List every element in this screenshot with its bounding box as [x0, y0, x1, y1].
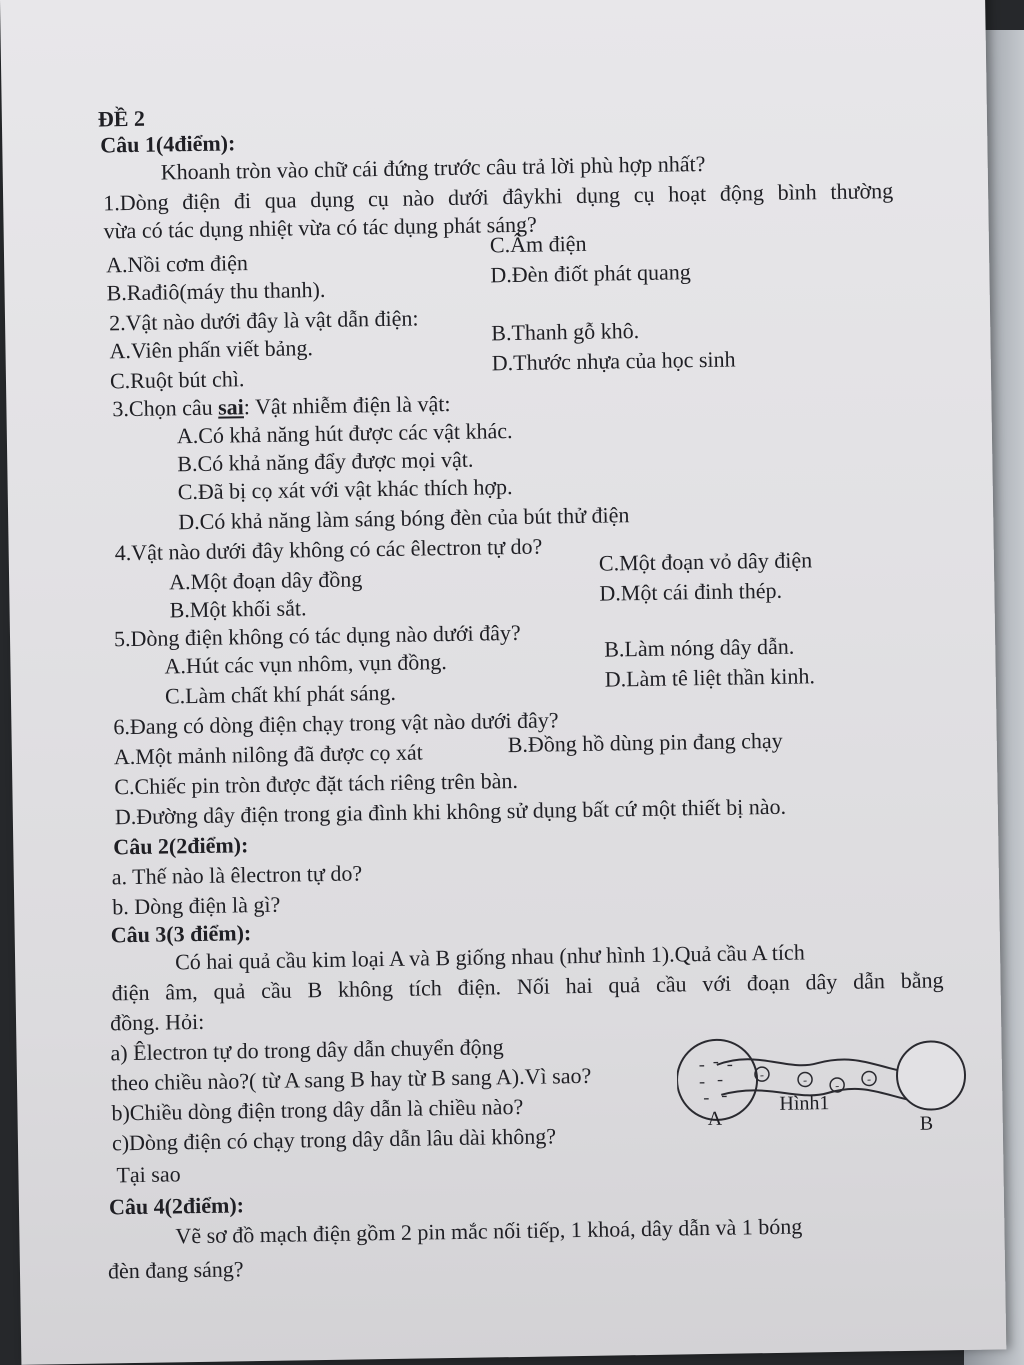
q1-3-option-b: B.Có khả năng đẩy được mọi vật. [177, 446, 474, 477]
sphere-a-label: A [707, 1107, 723, 1131]
electron-3-sign: - [835, 1078, 840, 1093]
q1-2-option-b: B.Thanh gỗ khô. [491, 318, 640, 346]
sphere-b-label: B [919, 1112, 934, 1135]
q1-1-option-b: B.Rađiô(máy thu thanh). [106, 276, 326, 306]
q3-part-b: b)Chiều dòng điện trong dây dẫn là chiều nào? [111, 1093, 524, 1126]
q3-para-line1: Có hai quả cầu kim loại A và B giống nhau (như hình 1).Quả cầu A tích [174, 939, 805, 975]
q1-1-option-d: D.Đèn điốt phát quang [490, 259, 691, 288]
q4-para-line1: Vẽ sơ đồ mạch điện gồm 2 pin mắc nối tiếp, 1 khoá, dây dẫn và 1 bóng [175, 1213, 803, 1249]
q3-part-c-line2: Tại sao [116, 1161, 181, 1188]
sphere-a-charge-2: - [712, 1050, 719, 1071]
q2-part-a: a. Thế nào là êlectron tự do? [111, 860, 363, 890]
q1-1-option-c: C.Âm điện [489, 230, 587, 258]
q1-3-option-d: D.Có khả năng làm sáng bóng đèn của bút thử điện [178, 502, 630, 535]
sphere-a-charge-7: - [721, 1084, 728, 1105]
q3-part-c-line1: c)Dòng điện có chạy trong dây dẫn lâu dài không? [111, 1123, 557, 1156]
electron-1-sign: - [759, 1067, 765, 1082]
q1-4-option-b: B.Một khối sắt. [169, 595, 307, 623]
sphere-a-charge-5: - [716, 1068, 724, 1089]
q1-3-stem-prefix: 3.Chọn câu [112, 394, 219, 422]
q1-1-stem-line1: 1.Dòng điện đi qua dụng cụ nào dưới đâykhi dụng cụ hoạt động bình thường [103, 177, 894, 216]
q1-4-option-c: C.Một đoạn vỏ dây điện [598, 547, 813, 576]
q1-2-stem: 2.Vật nào dưới đây là vật dẫn điện: [108, 305, 419, 336]
q1-6-stem: 6.Đang có dòng điện chạy trong vật nào dưới đây? [113, 707, 559, 740]
exam-title: ĐỀ 2 [97, 105, 146, 132]
figure-1-spheres [676, 1021, 978, 1136]
q3-part-a-line1: a) Êlectron tự do trong dây dẫn chuyển động [110, 1034, 504, 1066]
q1-4-stem: 4.Vật nào dưới đây không có các êlectron tự do? [114, 533, 543, 566]
sphere-a-charge-1: - [698, 1054, 705, 1075]
q1-3-stem [112, 391, 450, 422]
q2-part-b: b. Dòng điện là gì? [112, 891, 281, 920]
q1-4-option-d: D.Một cái đinh thép. [599, 577, 783, 606]
q3-part-a-line2: theo chiều nào?( từ A sang B hay từ B sang A).Vì sao? [110, 1062, 592, 1096]
q1-5-option-d: D.Làm tê liệt thần kinh. [604, 663, 816, 692]
q1-1-stem-line2: vừa có tác dụng nhiệt vừa có tác dụng phát sáng? [103, 211, 537, 244]
q4-heading: Câu 4(2điểm): [108, 1192, 245, 1220]
q1-1-option-a: A.Nồi cơm điện [105, 250, 249, 278]
q1-2-option-a: A.Viên phấn viết bảng. [109, 335, 314, 364]
q1-instruction: Khoanh tròn vào chữ cái đứng trước câu trả lời phù hợp nhất? [160, 150, 706, 185]
q1-4-option-a: A.Một đoạn dây đồng [168, 566, 363, 595]
electron-2-sign: - [802, 1072, 808, 1088]
figure-caption: Hình1 [779, 1092, 830, 1115]
sphere-a-charge-4: - [698, 1071, 706, 1092]
q1-3-stem-suffix: : Vật nhiễm điện là vật: [243, 390, 451, 420]
q1-5-option-b: B.Làm nóng dây dẫn. [604, 633, 795, 662]
q3-heading: Câu 3(3 điểm): [110, 920, 252, 948]
q1-6-option-d: D.Đường dây điện trong gia đình khi không sử dụng bất cứ một thiết bị nào. [114, 793, 787, 830]
sphere-b [896, 1041, 965, 1110]
q3-para-line2: điện âm, quả cầu B không tích điện. Nối hai quả cầu với đoạn dây dẫn bằng [111, 967, 944, 1006]
electron-4-sign: - [866, 1071, 872, 1087]
q4-para-line2: đèn đang sáng? [107, 1256, 244, 1284]
sphere-a-charge-6: - [703, 1086, 710, 1108]
q1-2-option-c: C.Ruột bút chì. [109, 366, 245, 394]
q3-para-line3: đồng. Hỏi: [109, 1008, 205, 1036]
sphere-a-charge-3: - [726, 1053, 733, 1074]
q2-heading: Câu 2(2điểm): [113, 832, 249, 860]
q1-6-option-a: A.Một mảnh nilông đã được cọ xát [113, 739, 423, 770]
q1-6-option-b: B.Đồng hồ dùng pin đang chạy [507, 727, 783, 758]
q1-3-stem-keyword: sai [217, 394, 245, 420]
q1-5-option-a: A.Hút các vụn nhôm, vụn đồng. [164, 649, 447, 679]
q1-5-option-c: C.Làm chất khí phát sáng. [164, 679, 397, 709]
connecting-wire-top [717, 1057, 907, 1075]
q1-5-stem: 5.Dòng điện không có tác dụng nào dưới đây? [113, 619, 521, 652]
q1-heading: Câu 1(4điểm): [100, 130, 236, 158]
q1-3-option-c: C.Đã bị cọ xát với vật khác thích hợp. [177, 474, 513, 505]
q1-6-option-c: C.Chiếc pin tròn được đặt tách riêng trên bàn. [114, 767, 519, 800]
q1-3-option-a: A.Có khả năng hút được các vật khác. [176, 418, 513, 449]
q1-2-option-d: D.Thước nhựa của học sinh [491, 346, 736, 376]
